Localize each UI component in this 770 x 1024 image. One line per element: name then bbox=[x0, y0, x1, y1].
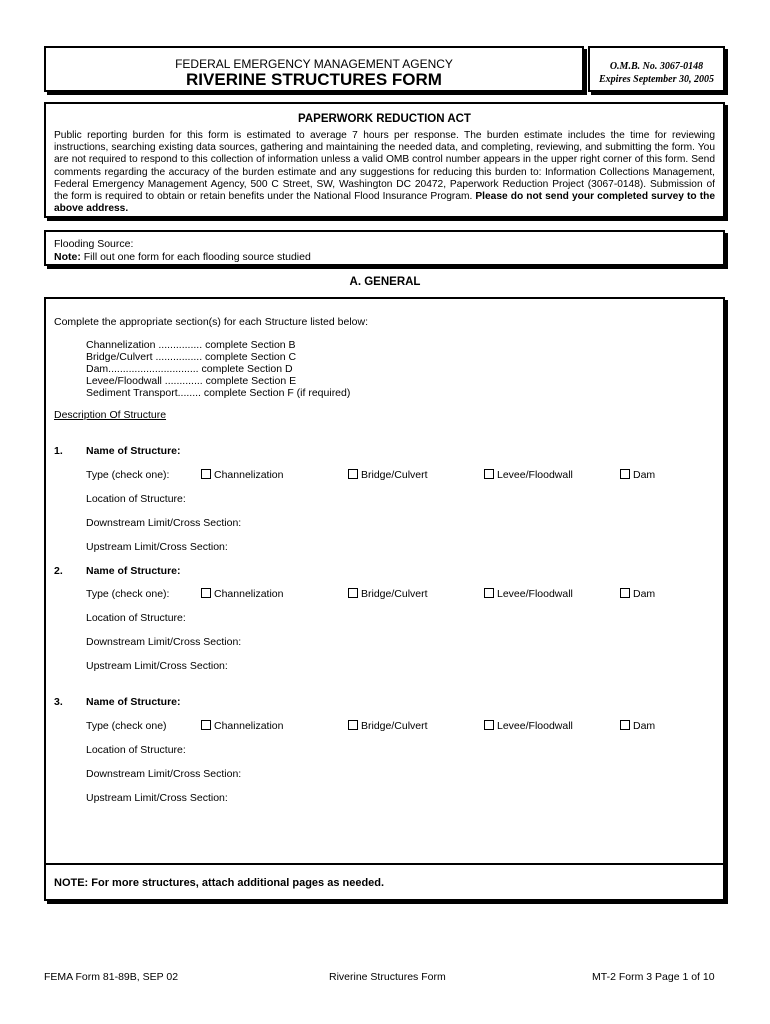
structure-2-channelization-checkbox[interactable] bbox=[201, 588, 211, 598]
general-intro: Complete the appropriate section(s) for each Structure listed below: bbox=[54, 316, 368, 328]
structure-1-channelization-label: Channelization bbox=[214, 469, 284, 481]
omb-number: O.M.B. No. 3067-0148 bbox=[609, 61, 704, 72]
structure-2-type-label: Type (check one): bbox=[86, 588, 170, 600]
structure-3-levee-floodwall-label: Levee/Floodwall bbox=[497, 720, 573, 732]
structure-2-bridge-culvert-checkbox[interactable] bbox=[348, 588, 358, 598]
omb-box bbox=[588, 46, 725, 92]
structure-1-levee-floodwall-label: Levee/Floodwall bbox=[497, 469, 573, 481]
structure-2-levee-floodwall-checkbox[interactable] bbox=[484, 588, 494, 598]
structure-3-type-label: Type (check one) bbox=[86, 720, 167, 732]
structure-3-bridge-culvert-checkbox[interactable] bbox=[348, 720, 358, 730]
flooding-note-label: Note: bbox=[54, 251, 81, 263]
structure-1-bridge-culvert-label: Bridge/Culvert bbox=[361, 469, 428, 481]
section-list-item: Sediment Transport........ complete Section F (if required) bbox=[86, 387, 351, 399]
form-title: RIVERINE STRUCTURES FORM bbox=[186, 70, 442, 89]
section-list-item: Dam............................... complete Section D bbox=[86, 363, 293, 375]
general-section-box bbox=[44, 297, 725, 901]
structure-2-levee-floodwall-label: Levee/Floodwall bbox=[497, 588, 573, 600]
structure-2-channelization-label: Channelization bbox=[214, 588, 284, 600]
paperwork-text: Public reporting burden for this form is estimated to average 7 hours per response. The burden estimate includes the time for reviewing instructions, searching existing data sources, gathering and maintaining the needed data, and completing, reviewing, and submitting the form. You are not required to respond to this collection of information unless a valid OMB control number appears in the upper right corner of this form. Send comments regarding the accuracy of the burden estimate and any suggestions for reducing this burden to: Information Collections Management, Federal Emergency Management Agency, 500 C Street, SW, Washington DC 20472, Paperwork Reduction Project (3067-0148). Submission of the form is required to obtain or retain benefits under the National Flood Insurance Program. bbox=[54, 130, 715, 203]
structure-1-location-label[interactable]: Location of Structure: bbox=[86, 493, 186, 505]
structure-3-dam-label: Dam bbox=[633, 720, 656, 732]
description-heading: Description Of Structure bbox=[54, 409, 167, 421]
section-list-item: Bridge/Culvert ................ complete Section C bbox=[86, 351, 297, 363]
structure-1-upstream-label[interactable]: Upstream Limit/Cross Section: bbox=[86, 541, 228, 553]
structure-3-channelization-label: Channelization bbox=[214, 720, 284, 732]
structure-1-channelization-checkbox[interactable] bbox=[201, 469, 211, 479]
note-divider bbox=[46, 863, 723, 865]
footer-page-number: MT-2 Form 3 Page 1 of 10 bbox=[592, 971, 715, 983]
structure-2-dam-checkbox[interactable] bbox=[620, 588, 630, 598]
structure-2-location-label[interactable]: Location of Structure: bbox=[86, 612, 186, 624]
flooding-note bbox=[54, 251, 311, 263]
paperwork-bold-text: Please do not send your completed survey to the above address. bbox=[54, 191, 715, 215]
structure-3-levee-floodwall-checkbox[interactable] bbox=[484, 720, 494, 730]
structure-1-levee-floodwall-checkbox[interactable] bbox=[484, 469, 494, 479]
structure-2-downstream-label[interactable]: Downstream Limit/Cross Section: bbox=[86, 636, 242, 648]
paperwork-body bbox=[54, 130, 715, 215]
structure-3-location-label[interactable]: Location of Structure: bbox=[86, 744, 186, 756]
flooding-source-label: Flooding Source: bbox=[54, 238, 134, 250]
structure-1-type-label: Type (check one): bbox=[86, 469, 170, 481]
structure-1-dam-label: Dam bbox=[633, 469, 656, 481]
structure-3-name-label[interactable]: Name of Structure: bbox=[86, 696, 181, 708]
structure-2-upstream-label[interactable]: Upstream Limit/Cross Section: bbox=[86, 660, 228, 672]
structure-3-number: 3. bbox=[54, 696, 63, 708]
section-list-item: Levee/Floodwall ............. complete Section E bbox=[86, 375, 297, 387]
structure-2-number: 2. bbox=[54, 565, 63, 577]
structure-2-dam-label: Dam bbox=[633, 588, 656, 600]
footer-form-number: FEMA Form 81-89B, SEP 02 bbox=[44, 971, 179, 983]
structure-2-name-label[interactable]: Name of Structure: bbox=[86, 565, 181, 577]
section-list-item: Channelization ............... complete Section B bbox=[86, 339, 296, 351]
footer-form-name: Riverine Structures Form bbox=[329, 971, 446, 983]
structure-3-dam-checkbox[interactable] bbox=[620, 720, 630, 730]
omb-expires: Expires September 30, 2005 bbox=[599, 74, 714, 85]
paperwork-reduction-box bbox=[44, 102, 725, 218]
structure-1-bridge-culvert-checkbox[interactable] bbox=[348, 469, 358, 479]
structure-2-bridge-culvert-label: Bridge/Culvert bbox=[361, 588, 428, 600]
section-a-title: A. GENERAL bbox=[349, 276, 421, 288]
structure-1-name-label[interactable]: Name of Structure: bbox=[86, 445, 181, 457]
agency-name: FEDERAL EMERGENCY MANAGEMENT AGENCY bbox=[175, 57, 453, 71]
additional-pages-note: NOTE: For more structures, attach additional pages as needed. bbox=[54, 877, 385, 889]
flooding-source-box[interactable] bbox=[44, 230, 725, 266]
form-header bbox=[44, 46, 584, 92]
flooding-note-text: Fill out one form for each flooding source studied bbox=[80, 251, 311, 263]
paperwork-title: PAPERWORK REDUCTION ACT bbox=[298, 113, 471, 125]
structure-1-downstream-label[interactable]: Downstream Limit/Cross Section: bbox=[86, 517, 242, 529]
structure-3-bridge-culvert-label: Bridge/Culvert bbox=[361, 720, 428, 732]
structure-3-channelization-checkbox[interactable] bbox=[201, 720, 211, 730]
structure-1-number: 1. bbox=[54, 445, 63, 457]
structure-3-upstream-label[interactable]: Upstream Limit/Cross Section: bbox=[86, 792, 228, 804]
structure-1-dam-checkbox[interactable] bbox=[620, 469, 630, 479]
structure-3-downstream-label[interactable]: Downstream Limit/Cross Section: bbox=[86, 768, 242, 780]
